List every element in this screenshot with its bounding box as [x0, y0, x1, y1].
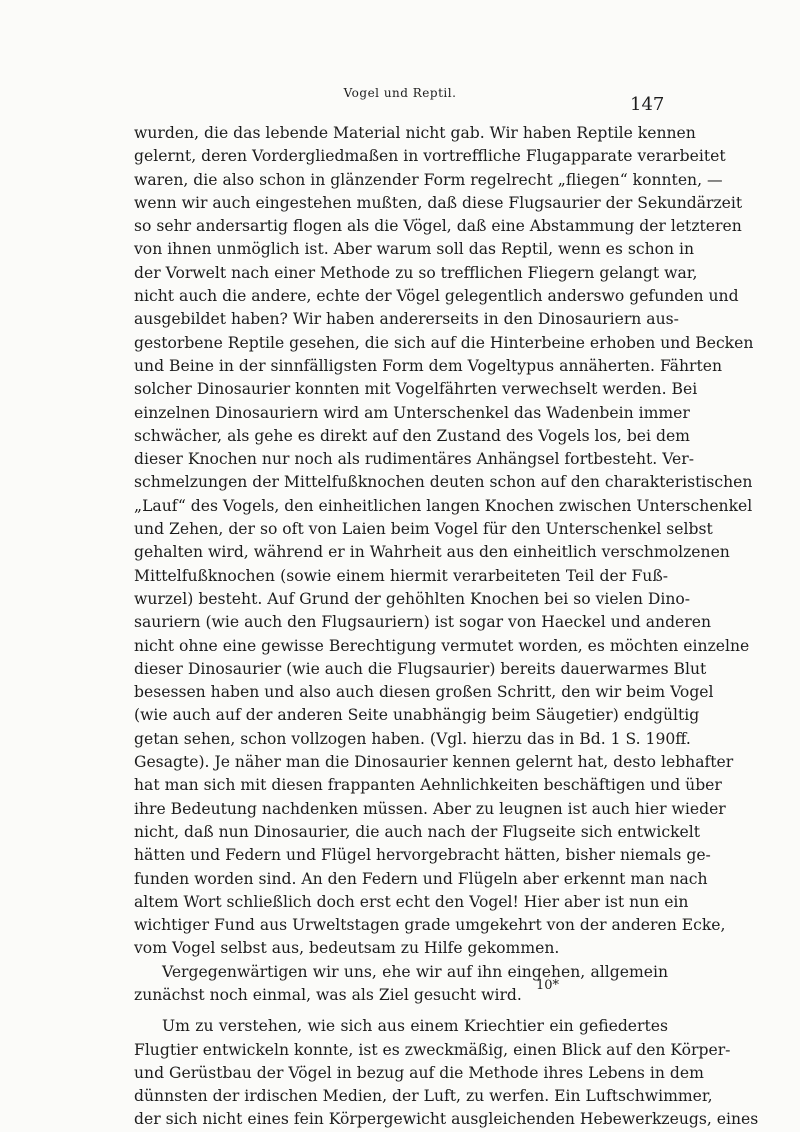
page-number: 147: [630, 94, 665, 115]
text-line: Flugtier entwickeln konnte, ist es zweckmäßig, einen Blick auf den Körper-: [134, 1040, 731, 1059]
text-line: zunächst noch einmal, was als Ziel gesucht wird.: [134, 985, 522, 1004]
text-line: (wie auch auf der anderen Seite unabhängig beim Säugetier) endgültig: [134, 706, 700, 725]
text-line: Gesagte). Je näher man die Dinosaurier kennen gelernt hat, desto lebhafter: [134, 753, 734, 772]
text-line: wurden, die das lebende Material nicht gab. Wir haben Reptile kennen: [134, 124, 696, 142]
text-line: ihre Bedeutung nachdenken müssen. Aber zu leugnen ist auch hier wieder: [134, 799, 726, 818]
text-line: dieser Dinosaurier (wie auch die Flugsaurier) bereits dauerwarmes Blut: [134, 659, 707, 678]
text-line: und Beine in der sinnfälligsten Form dem Vogeltypus annäherten. Fährten: [134, 356, 723, 375]
text-line: sauriern (wie auch den Flugsauriern) ist sogar von Haeckel und anderen: [134, 613, 712, 632]
running-head: Vogel und Reptil.: [343, 86, 457, 100]
text-line: nicht, daß nun Dinosaurier, die auch nach der Flugseite sich entwickelt: [134, 822, 700, 841]
text-line: schmelzungen der Mittelfußknochen deuten schon auf den charakteristischen: [134, 473, 753, 492]
text-line: wichtiger Fund aus Urweltstagen grade umgekehrt von der anderen Ecke,: [134, 916, 726, 935]
text-line: vom Vogel selbst aus, bedeutsam zu Hilfe gekommen.: [134, 939, 560, 958]
text-line: Vergegenwärtigen wir uns, ehe wir auf ihn eingehen, allgemein: [162, 962, 668, 981]
text-line: waren, die also schon in glänzender Form regelrecht „fliegen“ konnten, —: [134, 170, 723, 189]
text-line: solcher Dinosaurier konnten mit Vogelfährten verwechselt werden. Bei: [134, 380, 698, 399]
paragraph-1: [134, 122, 754, 961]
text-line: Mittelfußknochen (sowie einem hiermit verarbeiteten Teil der Fuß-: [134, 566, 668, 585]
text-line: nicht auch die andere, echte der Vögel gelegentlich anderswo gefunden und: [134, 287, 739, 306]
body-text: [134, 122, 759, 1132]
text-line: und Zehen, der so oft von Laien beim Vogel für den Unterschenkel selbst: [134, 520, 713, 539]
text-line: „Lauf“ des Vogels, den einheitlichen langen Knochen zwischen Unterschenkel: [134, 496, 753, 515]
text-line: gehalten wird, während er in Wahrheit aus den einheitlich verschmolzenen: [134, 543, 730, 562]
text-line: hat man sich mit diesen frappanten Aehnlichkeiten beschäftigen und über: [134, 776, 722, 795]
text-line: gestorbene Reptile gesehen, die sich auf die Hinterbeine erhoben und Becken: [134, 333, 754, 352]
text-line: der sich nicht eines fein Körpergewicht ausgleichenden Hebewerkzeugs, eines: [134, 1110, 759, 1129]
text-line: und Gerüstbau der Vögel in bezug auf die Methode ihres Lebens in dem: [134, 1063, 704, 1082]
paragraph-2: [134, 961, 668, 1008]
text-line: besessen haben und also auch diesen großen Schritt, den wir beim Vogel: [134, 683, 714, 702]
text-line: ausgebildet haben? Wir haben andererseits in den Dinosauriern aus-: [134, 310, 679, 329]
text-line: der Vorwelt nach einer Methode zu so trefflichen Fliegern gelangt war,: [134, 263, 698, 282]
text-line: von ihnen unmöglich ist. Aber warum soll das Reptil, wenn es schon in: [134, 240, 695, 259]
text-line: altem Wort schließlich doch erst echt den Vogel! Hier aber ist nun ein: [134, 892, 689, 911]
text-line: so sehr andersartig flogen als die Vögel, daß eine Abstammung der letzteren: [134, 217, 742, 236]
text-line: dieser Knochen nur noch als rudimentäres Anhängsel fortbesteht. Ver-: [134, 450, 694, 469]
paragraph-gap: [134, 1007, 668, 1015]
text-line: schwächer, als gehe es direkt auf den Zustand des Vogels los, bei dem: [134, 426, 690, 445]
text-line: wenn wir auch eingestehen mußten, daß diese Flugsaurier der Sekundärzeit: [134, 193, 743, 212]
text-line: Um zu verstehen, wie sich aus einem Kriechtier ein gefiedertes: [162, 1017, 668, 1036]
text-line: hätten und Federn und Flügel hervorgebracht hätten, bisher niemals ge-: [134, 846, 711, 865]
text-line: funden worden sind. An den Federn und Flügeln aber erkennt man nach: [134, 869, 708, 888]
paragraph-3: [134, 1015, 759, 1131]
text-line: gelernt, deren Vordergliedmaßen in vortreffliche Flugapparate verarbeitet: [134, 147, 726, 166]
text-line: einzelnen Dinosauriern wird am Unterschenkel das Wadenbein immer: [134, 403, 690, 422]
text-line: getan sehen, schon vollzogen haben. (Vgl. hierzu das in Bd. 1 S. 190ff.: [134, 729, 691, 748]
text-line: wurzel) besteht. Auf Grund der gehöhlten Knochen bei so vielen Dino-: [134, 589, 691, 608]
text-line: nicht ohne eine gewisse Berechtigung vermutet worden, es möchten einzelne: [134, 636, 750, 655]
text-line: dünnsten der irdischen Medien, der Luft, zu werfen. Ein Luftschwimmer,: [134, 1087, 713, 1106]
signature-mark: 10*: [536, 978, 560, 993]
